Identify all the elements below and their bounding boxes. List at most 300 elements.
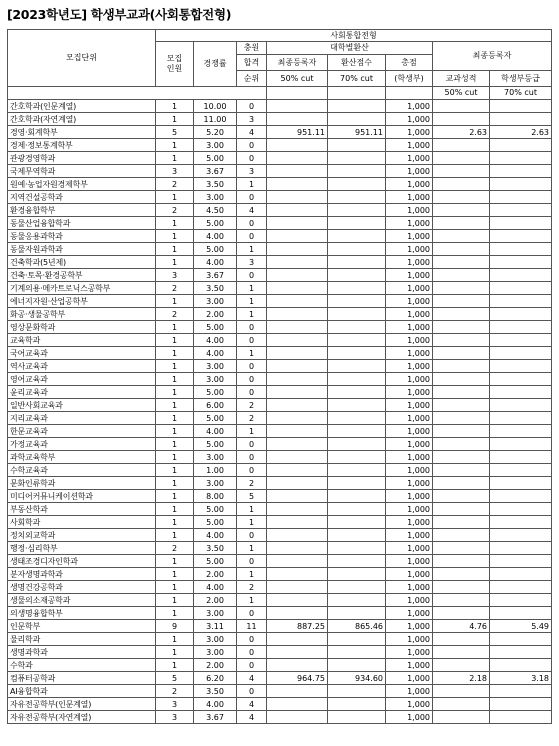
cell-ratio: 3.00 [194, 295, 237, 308]
cell-cut-70 [328, 386, 386, 399]
cell-grade-70 [490, 490, 552, 503]
cell-unit-name: 역사교육과 [8, 360, 156, 373]
cell-ratio: 5.00 [194, 217, 237, 230]
cell-quota: 3 [156, 698, 194, 711]
cell-unit-name: 생명과학과 [8, 646, 156, 659]
table-row [8, 334, 552, 347]
cell-rank: 0 [237, 555, 267, 568]
cell-grade-70 [490, 594, 552, 607]
cell-grade-50 [433, 425, 490, 438]
cell-cut-70 [328, 438, 386, 451]
cell-total: 1,000 [386, 646, 433, 659]
cell-quota: 1 [156, 256, 194, 269]
cell-rank: 1 [237, 282, 267, 295]
cell-rank: 2 [237, 412, 267, 425]
cell-rank: 0 [237, 464, 267, 477]
cell-ratio: 5.00 [194, 152, 237, 165]
cell-cut-50 [267, 191, 328, 204]
cell-grade-70 [490, 217, 552, 230]
cell-grade-70 [490, 334, 552, 347]
table-row [8, 230, 552, 243]
cell-cut-50: 887.25 [267, 620, 328, 633]
cell-cut-50 [267, 464, 328, 477]
table-row [8, 581, 552, 594]
cell-cut-50 [267, 308, 328, 321]
table-row [8, 711, 552, 724]
cell-grade-70 [490, 256, 552, 269]
cell-total: 1,000 [386, 451, 433, 464]
cell-quota: 1 [156, 464, 194, 477]
cell-grade-50 [433, 412, 490, 425]
cell-cut-70 [328, 282, 386, 295]
cell-unit-name: 환경융합학부 [8, 204, 156, 217]
cell-total: 1,000 [386, 620, 433, 633]
cell-cut-70 [328, 464, 386, 477]
header-p50: 50% cut [267, 71, 328, 87]
cell-unit-name: 경제·정보통계학부 [8, 139, 156, 152]
cell-ratio: 3.00 [194, 139, 237, 152]
cell-cut-50 [267, 438, 328, 451]
cell-ratio: 3.00 [194, 633, 237, 646]
cell-grade-70 [490, 321, 552, 334]
cell-cut-70 [328, 451, 386, 464]
cell-ratio: 2.00 [194, 659, 237, 672]
cell-total: 1,000 [386, 308, 433, 321]
cell-unit-name: 에너지자원·산업공학부 [8, 295, 156, 308]
table-row [8, 399, 552, 412]
cell-cut-70 [328, 425, 386, 438]
cell-ratio: 10.00 [194, 100, 237, 113]
header-p50-final [267, 87, 328, 100]
cell-unit-name: 원예·농업자원경제학부 [8, 178, 156, 191]
cell-grade-50 [433, 659, 490, 672]
cell-cut-50 [267, 230, 328, 243]
cell-ratio: 5.00 [194, 386, 237, 399]
table-row [8, 308, 552, 321]
cell-grade-50 [433, 139, 490, 152]
cell-unit-name: 영상문화학과 [8, 321, 156, 334]
cell-total: 1,000 [386, 295, 433, 308]
cell-grade-50 [433, 399, 490, 412]
cell-grade-50: 4.76 [433, 620, 490, 633]
header-conv-score: 환산점수 [328, 55, 386, 71]
table-row [8, 594, 552, 607]
cell-ratio: 5.00 [194, 412, 237, 425]
cell-grade-70 [490, 581, 552, 594]
cell-cut-70 [328, 659, 386, 672]
cell-cut-50 [267, 451, 328, 464]
cell-cut-50 [267, 139, 328, 152]
cell-rank: 1 [237, 594, 267, 607]
cell-grade-70 [490, 347, 552, 360]
cell-grade-50 [433, 230, 490, 243]
cell-unit-name: 수학교육과 [8, 464, 156, 477]
cell-total: 1,000 [386, 321, 433, 334]
cell-unit-name: 기계의용·메카트로닉스공학부 [8, 282, 156, 295]
cell-unit-name: 물리학과 [8, 633, 156, 646]
cell-ratio: 3.67 [194, 165, 237, 178]
table-row [8, 256, 552, 269]
cell-quota: 1 [156, 451, 194, 464]
cell-cut-70 [328, 555, 386, 568]
cell-ratio: 3.50 [194, 542, 237, 555]
cell-quota: 1 [156, 516, 194, 529]
cell-grade-70 [490, 204, 552, 217]
cell-cut-70 [328, 412, 386, 425]
cell-ratio: 3.11 [194, 620, 237, 633]
cell-cut-50 [267, 412, 328, 425]
cell-rank: 0 [237, 152, 267, 165]
cell-cut-50 [267, 516, 328, 529]
cell-grade-70 [490, 178, 552, 191]
header-final-reg: 최종등록자 [267, 55, 328, 71]
cell-rank: 0 [237, 659, 267, 672]
cell-rank: 3 [237, 165, 267, 178]
cell-cut-70: 934.60 [328, 672, 386, 685]
cell-rank: 0 [237, 386, 267, 399]
cell-cut-50 [267, 685, 328, 698]
cell-unit-name: 지역건설공학과 [8, 191, 156, 204]
table-row [8, 217, 552, 230]
cell-ratio: 4.00 [194, 698, 237, 711]
cell-unit-name: 과학교육학부 [8, 451, 156, 464]
cell-unit-name: 영어교육과 [8, 373, 156, 386]
cell-unit-name: 생물의소재공학과 [8, 594, 156, 607]
table-row [8, 529, 552, 542]
header-rank-3: 순위 [237, 71, 267, 87]
cell-ratio: 3.50 [194, 282, 237, 295]
cell-rank: 3 [237, 113, 267, 126]
table-row [8, 126, 552, 139]
cell-grade-70 [490, 100, 552, 113]
cell-total: 1,000 [386, 152, 433, 165]
cell-total: 1,000 [386, 178, 433, 191]
cell-rank: 0 [237, 191, 267, 204]
cell-quota: 1 [156, 113, 194, 126]
cell-unit-name: 윤리교육과 [8, 386, 156, 399]
cell-grade-70 [490, 698, 552, 711]
cell-quota: 1 [156, 100, 194, 113]
cell-total: 1,000 [386, 360, 433, 373]
cell-grade-70 [490, 438, 552, 451]
cell-cut-70 [328, 503, 386, 516]
cell-total: 1,000 [386, 607, 433, 620]
cell-cut-70 [328, 581, 386, 594]
cell-rank: 1 [237, 542, 267, 555]
cell-grade-70 [490, 165, 552, 178]
cell-rank: 2 [237, 581, 267, 594]
cell-grade-50 [433, 113, 490, 126]
cell-grade-70 [490, 555, 552, 568]
cell-grade-70 [490, 373, 552, 386]
cell-cut-70 [328, 204, 386, 217]
cell-cut-50 [267, 399, 328, 412]
header-final-reg2: 최종등록자 [433, 42, 552, 71]
cell-grade-50 [433, 594, 490, 607]
cell-quota: 1 [156, 230, 194, 243]
cell-unit-name: 동물자원과학과 [8, 243, 156, 256]
table-row [8, 438, 552, 451]
cell-grade-70 [490, 646, 552, 659]
cell-rank: 1 [237, 503, 267, 516]
cell-rank: 1 [237, 295, 267, 308]
cell-total: 1,000 [386, 412, 433, 425]
cell-rank: 0 [237, 139, 267, 152]
cell-grade-50 [433, 334, 490, 347]
cell-cut-70 [328, 698, 386, 711]
cell-cut-70 [328, 347, 386, 360]
cell-cut-70 [328, 516, 386, 529]
header-p50b: 50% cut [433, 87, 490, 100]
cell-ratio: 4.00 [194, 334, 237, 347]
cell-grade-50 [433, 490, 490, 503]
cell-quota: 1 [156, 581, 194, 594]
cell-cut-70 [328, 633, 386, 646]
cell-unit-name: 부동산학과 [8, 503, 156, 516]
cell-total: 1,000 [386, 477, 433, 490]
header-total-2: (학생부) [386, 71, 433, 87]
cell-quota: 1 [156, 295, 194, 308]
cell-rank: 0 [237, 373, 267, 386]
cell-cut-70 [328, 217, 386, 230]
cell-grade-70: 5.49 [490, 620, 552, 633]
cell-quota: 1 [156, 347, 194, 360]
cell-unit-name: 간호학과(인문계열) [8, 100, 156, 113]
cell-cut-50 [267, 152, 328, 165]
cell-total: 1,000 [386, 503, 433, 516]
cell-grade-50 [433, 295, 490, 308]
table-row [8, 321, 552, 334]
cell-grade-50 [433, 191, 490, 204]
cell-rank: 0 [237, 451, 267, 464]
cell-unit-name: 미디어커뮤니케이션학과 [8, 490, 156, 503]
cell-cut-50 [267, 217, 328, 230]
cell-quota: 1 [156, 646, 194, 659]
cell-quota: 2 [156, 542, 194, 555]
cell-unit-name: AI융합학과 [8, 685, 156, 698]
cell-cut-70 [328, 139, 386, 152]
cell-unit-name: 동물응용과학과 [8, 230, 156, 243]
cell-cut-70 [328, 607, 386, 620]
admission-results-table [7, 29, 552, 724]
table-row [8, 243, 552, 256]
cell-grade-50 [433, 451, 490, 464]
cell-rank: 5 [237, 490, 267, 503]
cell-grade-50 [433, 633, 490, 646]
cell-ratio: 3.00 [194, 646, 237, 659]
cell-cut-70 [328, 685, 386, 698]
cell-cut-70 [328, 360, 386, 373]
cell-grade-70 [490, 464, 552, 477]
cell-total: 1,000 [386, 399, 433, 412]
cell-grade-50 [433, 269, 490, 282]
cell-quota: 1 [156, 191, 194, 204]
cell-quota: 9 [156, 620, 194, 633]
cell-grade-50 [433, 165, 490, 178]
cell-cut-50 [267, 542, 328, 555]
cell-quota: 1 [156, 568, 194, 581]
cell-cut-50 [267, 360, 328, 373]
cell-rank: 0 [237, 334, 267, 347]
cell-grade-70 [490, 711, 552, 724]
cell-total: 1,000 [386, 581, 433, 594]
cell-ratio: 3.00 [194, 607, 237, 620]
cell-quota: 1 [156, 217, 194, 230]
cell-unit-name: 정치외교학과 [8, 529, 156, 542]
cell-grade-70 [490, 282, 552, 295]
cell-grade-50 [433, 152, 490, 165]
cell-rank: 1 [237, 243, 267, 256]
cell-total: 1,000 [386, 347, 433, 360]
cell-rank: 1 [237, 425, 267, 438]
cell-total: 1,000 [386, 386, 433, 399]
cell-cut-50 [267, 659, 328, 672]
header-record-grade: 학생부등급 [490, 71, 552, 87]
cell-total: 1,000 [386, 230, 433, 243]
cell-unit-name: 자유전공학부(자연계열) [8, 711, 156, 724]
cell-unit-name: 국제무역학과 [8, 165, 156, 178]
cell-total: 1,000 [386, 204, 433, 217]
cell-unit-name: 분자생명과학과 [8, 568, 156, 581]
cell-quota: 1 [156, 503, 194, 516]
cell-cut-50 [267, 698, 328, 711]
cell-rank: 3 [237, 256, 267, 269]
cell-grade-50 [433, 217, 490, 230]
cell-ratio: 5.00 [194, 243, 237, 256]
cell-grade-70 [490, 139, 552, 152]
cell-grade-70 [490, 152, 552, 165]
table-row [8, 113, 552, 126]
cell-rank: 1 [237, 308, 267, 321]
cell-total: 1,000 [386, 438, 433, 451]
table-row [8, 165, 552, 178]
cell-ratio: 2.00 [194, 308, 237, 321]
table-row [8, 477, 552, 490]
cell-grade-50 [433, 100, 490, 113]
table-row [8, 555, 552, 568]
cell-ratio: 4.00 [194, 529, 237, 542]
cell-cut-70 [328, 711, 386, 724]
cell-unit-name: 문화인류학과 [8, 477, 156, 490]
cell-grade-50 [433, 477, 490, 490]
cell-ratio: 4.00 [194, 256, 237, 269]
table-row [8, 269, 552, 282]
cell-total: 1,000 [386, 516, 433, 529]
cell-grade-70 [490, 685, 552, 698]
cell-grade-70 [490, 295, 552, 308]
cell-grade-70 [490, 659, 552, 672]
cell-total: 1,000 [386, 490, 433, 503]
header-blank [8, 87, 267, 100]
cell-grade-50 [433, 646, 490, 659]
cell-unit-name: 생태조경디자인학과 [8, 555, 156, 568]
cell-grade-70 [490, 386, 552, 399]
cell-unit-name: 건축·토목·환경공학부 [8, 269, 156, 282]
table-row [8, 490, 552, 503]
table-row [8, 282, 552, 295]
cell-quota: 2 [156, 685, 194, 698]
cell-quota: 1 [156, 412, 194, 425]
cell-rank: 1 [237, 347, 267, 360]
cell-cut-70 [328, 256, 386, 269]
cell-total: 1,000 [386, 633, 433, 646]
cell-rank: 0 [237, 230, 267, 243]
cell-quota: 1 [156, 659, 194, 672]
cell-cut-50 [267, 321, 328, 334]
header-unit: 모집단위 [8, 30, 156, 87]
cell-total: 1,000 [386, 269, 433, 282]
cell-cut-50 [267, 204, 328, 217]
cell-grade-50 [433, 607, 490, 620]
table-row [8, 633, 552, 646]
cell-rank: 4 [237, 204, 267, 217]
table-row [8, 646, 552, 659]
cell-cut-50 [267, 113, 328, 126]
cell-total: 1,000 [386, 191, 433, 204]
cell-quota: 1 [156, 477, 194, 490]
table-row [8, 360, 552, 373]
cell-ratio: 5.00 [194, 555, 237, 568]
cell-rank: 0 [237, 438, 267, 451]
cell-grade-70 [490, 633, 552, 646]
cell-quota: 1 [156, 594, 194, 607]
cell-cut-70 [328, 373, 386, 386]
cell-ratio: 3.00 [194, 373, 237, 386]
cell-total: 1,000 [386, 464, 433, 477]
cell-grade-70 [490, 425, 552, 438]
cell-cut-70 [328, 399, 386, 412]
cell-quota: 1 [156, 386, 194, 399]
cell-quota: 3 [156, 165, 194, 178]
cell-unit-name: 사회학과 [8, 516, 156, 529]
cell-grade-70 [490, 503, 552, 516]
table-row [8, 516, 552, 529]
cell-grade-50 [433, 516, 490, 529]
cell-unit-name: 지리교육과 [8, 412, 156, 425]
cell-total: 1,000 [386, 100, 433, 113]
cell-total: 1,000 [386, 256, 433, 269]
cell-grade-50 [433, 464, 490, 477]
cell-quota: 5 [156, 672, 194, 685]
cell-rank: 0 [237, 685, 267, 698]
cell-unit-name: 컴퓨터공학과 [8, 672, 156, 685]
cell-quota: 5 [156, 126, 194, 139]
cell-total: 1,000 [386, 282, 433, 295]
cell-cut-50 [267, 100, 328, 113]
cell-grade-50 [433, 178, 490, 191]
cell-quota: 1 [156, 399, 194, 412]
cell-grade-50 [433, 438, 490, 451]
cell-grade-50 [433, 386, 490, 399]
cell-cut-50 [267, 373, 328, 386]
cell-ratio: 3.00 [194, 477, 237, 490]
header-quota: 모집 인원 [156, 42, 194, 87]
cell-ratio: 4.50 [194, 204, 237, 217]
table-header [8, 30, 552, 100]
cell-cut-70 [328, 165, 386, 178]
cell-quota: 1 [156, 490, 194, 503]
cell-rank: 0 [237, 646, 267, 659]
cell-grade-50 [433, 568, 490, 581]
cell-cut-50: 951.11 [267, 126, 328, 139]
cell-cut-70 [328, 542, 386, 555]
cell-quota: 1 [156, 334, 194, 347]
cell-grade-70 [490, 360, 552, 373]
cell-ratio: 3.00 [194, 191, 237, 204]
cell-cut-70 [328, 269, 386, 282]
cell-total: 1,000 [386, 568, 433, 581]
cell-grade-50: 2.18 [433, 672, 490, 685]
